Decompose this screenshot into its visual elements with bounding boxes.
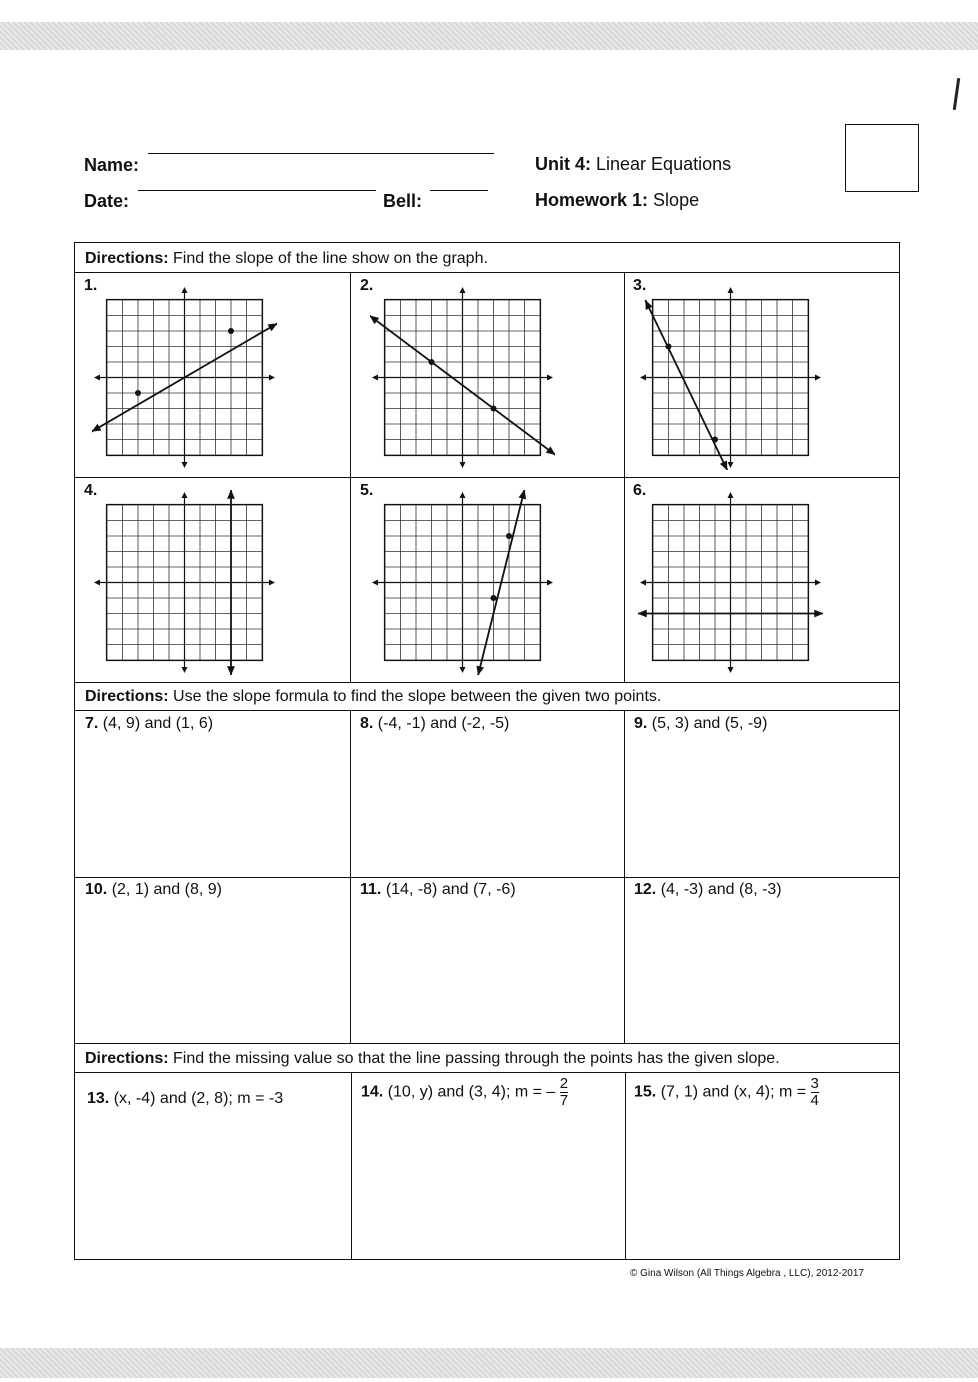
homework-label: Homework 1: xyxy=(535,190,649,210)
axis-arrow xyxy=(269,580,275,586)
line-point xyxy=(506,533,512,539)
copyright: © Gina Wilson (All Things Algebra , LLC), 2012-2017 xyxy=(630,1268,864,1279)
graph-number: 1. xyxy=(84,277,98,294)
axis-arrow xyxy=(728,667,734,673)
col-divider xyxy=(351,1072,352,1260)
date-label: Date: xyxy=(84,191,130,211)
row-divider xyxy=(74,710,900,711)
col-divider xyxy=(624,272,625,682)
homework-heading xyxy=(535,190,699,211)
line-point xyxy=(712,437,718,443)
line-point xyxy=(228,328,234,334)
line-point xyxy=(491,406,497,412)
axis-arrow xyxy=(182,462,188,468)
graph-number: 6. xyxy=(633,482,647,499)
scan-border-bottom xyxy=(0,1348,978,1378)
axis-arrow xyxy=(182,667,188,673)
col-divider xyxy=(624,710,625,1043)
bell-line[interactable] xyxy=(430,190,488,191)
coordinate-graph-5 xyxy=(370,490,555,675)
problem-14: 14. (10, y) and (3, 4); m = – $\frac{2}{7}$ xyxy=(361,1075,569,1109)
line-arrow xyxy=(227,490,235,499)
graph-number: 5. xyxy=(360,482,374,499)
problem-12: 12. (4, -3) and (8, -3) xyxy=(634,881,782,898)
axis-arrow xyxy=(269,375,275,381)
coordinate-graph-4 xyxy=(92,490,277,675)
axis-arrow xyxy=(640,580,646,586)
directions-3: Directions: Find the missing value so that the line passing through the points has the given slope. xyxy=(85,1050,780,1067)
col-divider xyxy=(625,1072,626,1260)
problem-11: 11. (14, -8) and (7, -6) xyxy=(360,881,516,898)
axis-arrow xyxy=(547,375,553,381)
name-line[interactable] xyxy=(148,153,494,154)
axis-arrow xyxy=(460,492,466,498)
graph-number: 2. xyxy=(360,277,374,294)
axis-arrow xyxy=(547,580,553,586)
axis-arrow xyxy=(460,667,466,673)
bell-label: Bell: xyxy=(383,191,423,211)
axis-arrow xyxy=(182,492,188,498)
problem-9: 9. (5, 3) and (5, -9) xyxy=(634,715,768,732)
line-arrow xyxy=(227,666,235,675)
coordinate-graph-6 xyxy=(638,490,823,675)
row-divider xyxy=(74,682,900,683)
slope-fraction: $\frac{3}{4}$ xyxy=(810,1075,819,1109)
line-point xyxy=(135,390,141,396)
line-point xyxy=(429,359,435,365)
page-mark xyxy=(953,78,960,110)
axis-arrow xyxy=(728,462,734,468)
unit-heading xyxy=(535,154,731,175)
axis-arrow xyxy=(182,287,188,293)
row-divider xyxy=(74,272,900,273)
problem-13: 13. (x, -4) and (2, 8); m = -3 xyxy=(87,1090,284,1107)
row-divider xyxy=(74,477,900,478)
scan-border-top xyxy=(0,22,978,50)
axis-arrow xyxy=(460,287,466,293)
axis-arrow xyxy=(372,580,378,586)
line-arrow xyxy=(638,610,647,618)
axis-arrow xyxy=(815,580,821,586)
axis-arrow xyxy=(460,462,466,468)
problem-15: 15. (7, 1) and (x, 4); m = $\frac{3}{4}$ xyxy=(634,1075,819,1109)
row-divider xyxy=(74,1072,900,1073)
axis-arrow xyxy=(94,375,100,381)
axis-arrow xyxy=(640,375,646,381)
axis-arrow xyxy=(728,492,734,498)
axis-arrow xyxy=(94,580,100,586)
line-point xyxy=(491,595,497,601)
line-arrow xyxy=(814,610,823,618)
homework-title: Slope xyxy=(653,190,700,210)
graph-number: 4. xyxy=(84,482,98,499)
name-label: Name: xyxy=(84,155,140,175)
problem-7: 7. (4, 9) and (1, 6) xyxy=(85,715,214,732)
coordinate-graph-3 xyxy=(638,285,823,470)
slope-fraction: $\frac{2}{7}$ xyxy=(559,1075,569,1109)
axis-arrow xyxy=(372,375,378,381)
row-divider xyxy=(74,1043,900,1044)
unit-label: Unit 4: xyxy=(535,154,591,174)
coordinate-graph-2 xyxy=(370,285,555,470)
problem-8: 8. (-4, -1) and (-2, -5) xyxy=(360,715,510,732)
axis-arrow xyxy=(728,287,734,293)
col-divider xyxy=(350,272,351,682)
col-divider xyxy=(350,710,351,1043)
problem-10: 10. (2, 1) and (8, 9) xyxy=(85,881,222,898)
graph-number: 3. xyxy=(633,277,647,294)
coordinate-graph-1 xyxy=(92,285,277,470)
score-box[interactable] xyxy=(845,124,919,192)
directions-2: Directions: Use the slope formula to find the slope between the given two points. xyxy=(85,688,662,705)
axis-arrow xyxy=(815,375,821,381)
line-point xyxy=(666,344,672,350)
row-divider xyxy=(74,877,900,878)
date-line[interactable] xyxy=(138,190,376,191)
directions-1: Directions: Find the slope of the line show on the graph. xyxy=(85,250,488,267)
unit-title: Linear Equations xyxy=(596,154,732,174)
